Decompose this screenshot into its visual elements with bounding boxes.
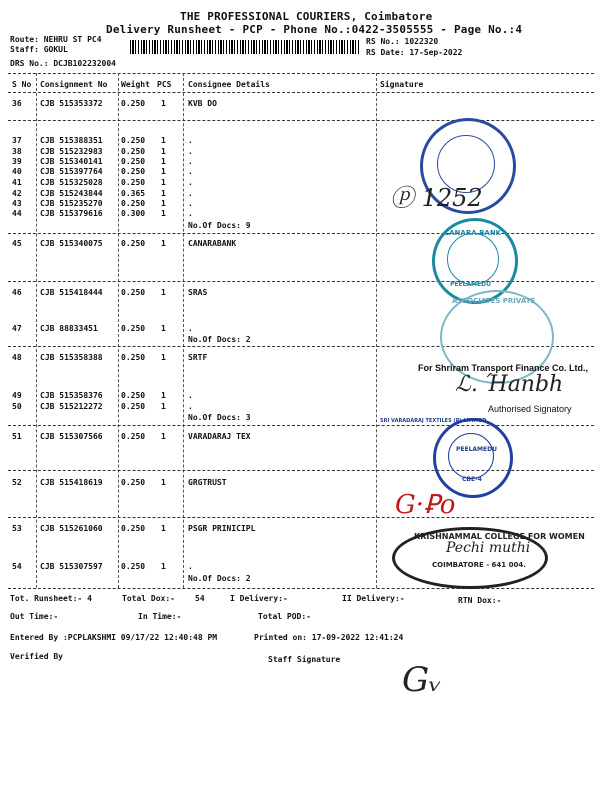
rs-date: RS Date: 17-Sep-2022 [366, 48, 463, 57]
row-details: VARADARAJ TEX [188, 432, 251, 441]
row-consignment: CJB 88833451 [40, 324, 98, 333]
row-pcs: 1 [161, 136, 166, 145]
row-consignment: CJB 515212272 [40, 402, 103, 411]
row-details: . [188, 178, 193, 187]
row-sno: 48 [12, 353, 22, 362]
table-header-rule [8, 92, 594, 93]
row-consignment: CJB 515358388 [40, 353, 103, 362]
row-details: . [188, 167, 193, 176]
row-sno: 37 [12, 136, 22, 145]
row-weight: 0.250 [121, 239, 146, 248]
row-sno: 39 [12, 157, 22, 166]
row-details: . [188, 157, 193, 166]
total-pod: Total POD:- [258, 612, 311, 621]
row-sno: 40 [12, 167, 22, 176]
row-pcs: 1 [161, 239, 166, 248]
row-details: . [188, 136, 193, 145]
row-weight: 0.250 [121, 432, 146, 441]
ii-delivery: II Delivery:- [342, 594, 405, 603]
row-sno: 36 [12, 99, 22, 108]
college-place-text: COIMBATORE - 641 004. [432, 561, 526, 569]
staff-label: Staff: GOKUL [10, 45, 68, 54]
row-sno: 44 [12, 209, 22, 218]
row-pcs: 1 [161, 402, 166, 411]
row-pcs: 1 [161, 99, 166, 108]
row-details: SRAS [188, 288, 208, 297]
college-signature: Pechi muthi [446, 540, 531, 556]
row-sno: 50 [12, 402, 22, 411]
row-consignment: CJB 515340075 [40, 239, 103, 248]
row-pcs: 1 [161, 288, 166, 297]
row-consignment: CJB 515325028 [40, 178, 103, 187]
row-details: PSGR PRINICIPL [188, 524, 256, 533]
row-weight: 0.250 [121, 199, 146, 208]
row-details: . [188, 324, 193, 333]
row-sno: 52 [12, 478, 22, 487]
row-details: CANARABANK [188, 239, 237, 248]
rtn-dox: RTN Dox:- [458, 596, 502, 605]
row-weight: 0.250 [121, 478, 146, 487]
runsheet-subtitle: Delivery Runsheet - PCP - Phone No.:0422-3505555 - Page No.:4 [106, 23, 523, 36]
row-consignment: CJB 515388351 [40, 136, 103, 145]
row-details: . [188, 199, 193, 208]
no-of-docs: No.Of Docs: 9 [188, 221, 251, 230]
total-dox-value: 54 [195, 594, 205, 603]
canara-branch-text: PEELAMEDU [450, 281, 491, 288]
row-pcs: 1 [161, 391, 166, 400]
row-pcs: 1 [161, 189, 166, 198]
column-divider [376, 73, 377, 588]
row-pcs: 1 [161, 209, 166, 218]
row-details: SRTF [188, 353, 208, 362]
authorised-signatory: Authorised Signatory [488, 404, 572, 414]
group-separator [8, 517, 594, 518]
no-of-docs: No.Of Docs: 2 [188, 574, 251, 583]
varadaraj-stamp-text: SRI VARADARAJ TEXTILES (P) LIMITED [380, 418, 487, 424]
row-weight: 0.250 [121, 288, 146, 297]
row-pcs: 1 [161, 324, 166, 333]
row-pcs: 1 [161, 524, 166, 533]
row-pcs: 1 [161, 353, 166, 362]
total-runsheet: Tot. Runsheet:- 4 [10, 594, 92, 603]
row-consignment: CJB 515418444 [40, 288, 103, 297]
barcode [130, 40, 360, 54]
row-consignment: CJB 515353372 [40, 99, 103, 108]
rs-number: RS No.: 1022320 [366, 37, 439, 46]
row-consignment: CJB 515397764 [40, 167, 103, 176]
shriram-signature: ℒ. Ήanbh [455, 372, 564, 397]
row-sno: 53 [12, 524, 22, 533]
row-pcs: 1 [161, 432, 166, 441]
red-signature: G·Ꝑo [395, 490, 456, 520]
row-sno: 51 [12, 432, 22, 441]
college-stamp-text: KRISHNAMMAL COLLEGE FOR WOMEN [414, 532, 585, 541]
row-pcs: 1 [161, 199, 166, 208]
varadaraj-place-text: PEELAMEDU [456, 446, 497, 453]
printed-on: Printed on: 17-09-2022 12:41:24 [254, 633, 404, 642]
row-weight: 0.250 [121, 524, 146, 533]
col-header-signature: Signature [380, 80, 424, 89]
row-details: . [188, 562, 193, 571]
column-divider [183, 73, 184, 588]
row-consignment: CJB 515340141 [40, 157, 103, 166]
staff-signature-label: Staff Signature [268, 655, 341, 664]
row-consignment: CJB 515358376 [40, 391, 103, 400]
row-weight: 0.250 [121, 324, 146, 333]
row-weight: 0.250 [121, 178, 146, 187]
row-weight: 0.250 [121, 167, 146, 176]
row-weight: 0.250 [121, 353, 146, 362]
table-top-rule [8, 73, 594, 74]
row-pcs: 1 [161, 178, 166, 187]
in-time: In Time:- [138, 612, 182, 621]
row-consignment: CJB 515235270 [40, 199, 103, 208]
row-sno: 42 [12, 189, 22, 198]
no-of-docs: No.Of Docs: 3 [188, 413, 251, 422]
row-sno: 43 [12, 199, 22, 208]
row-sno: 47 [12, 324, 22, 333]
row-consignment: CJB 515261060 [40, 524, 103, 533]
shriram-stamp-text: For Shriram Transport Finance Co. Ltd., [418, 363, 589, 373]
row-consignment: CJB 515243844 [40, 189, 103, 198]
row-pcs: 1 [161, 147, 166, 156]
row-weight: 0.250 [121, 157, 146, 166]
row-consignment: CJB 515307597 [40, 562, 103, 571]
varadaraj-stamp [433, 418, 513, 498]
row-pcs: 1 [161, 157, 166, 166]
row-weight: 0.250 [121, 391, 146, 400]
no-of-docs: No.Of Docs: 2 [188, 335, 251, 344]
staff-signature-mark: Gᵥ [402, 660, 442, 700]
row-details: GRGTRUST [188, 478, 227, 487]
col-header-weight: Weight [121, 80, 150, 89]
row-details: . [188, 189, 193, 198]
table-bottom-rule [8, 588, 594, 589]
column-divider [36, 73, 37, 588]
row-consignment: CJB 515232983 [40, 147, 103, 156]
row-weight: 0.250 [121, 147, 146, 156]
row-pcs: 1 [161, 562, 166, 571]
group-separator [8, 425, 594, 426]
row-details: . [188, 147, 193, 156]
varadaraj-pin-text: CBE-4 [462, 476, 482, 483]
i-delivery: I Delivery:- [230, 594, 288, 603]
row-details: KVB DO [188, 99, 217, 108]
col-header-consignee: Consignee Details [188, 80, 270, 89]
row-weight: 0.250 [121, 562, 146, 571]
col-header-pcs: PCS [157, 80, 172, 89]
row-sno: 49 [12, 391, 22, 400]
row-weight: 0.250 [121, 99, 146, 108]
column-divider [118, 73, 119, 588]
route-label: Route: NEHRU ST PC4 [10, 35, 102, 44]
row-weight: 0.365 [121, 189, 146, 198]
associates-stamp-text: ASSOCIATES PRIVATE [452, 297, 536, 305]
row-details: . [188, 402, 193, 411]
row-sno: 54 [12, 562, 22, 571]
total-dox-label: Total Dox:- [122, 594, 175, 603]
out-time: Out Time:- [10, 612, 59, 621]
col-header-sno: S No [12, 80, 32, 89]
initials-signature: ⓟ 1252 [390, 184, 483, 212]
canara-stamp-text: CANARA BANK [444, 229, 502, 237]
row-weight: 0.250 [121, 136, 146, 145]
col-header-consignment: Consignment No [40, 80, 108, 89]
group-separator [8, 120, 594, 121]
row-consignment: CJB 515379616 [40, 209, 103, 218]
row-sno: 38 [12, 147, 22, 156]
row-consignment: CJB 515307566 [40, 432, 103, 441]
row-sno: 45 [12, 239, 22, 248]
row-pcs: 1 [161, 167, 166, 176]
row-sno: 41 [12, 178, 22, 187]
row-weight: 0.300 [121, 209, 146, 218]
drs-number: DRS No.: DCJB102232004 [10, 59, 116, 68]
row-consignment: CJB 515418619 [40, 478, 103, 487]
verified-by: Verified By [10, 652, 63, 661]
company-title: THE PROFESSIONAL COURIERS, Coimbatore [180, 10, 433, 23]
row-pcs: 1 [161, 478, 166, 487]
row-sno: 46 [12, 288, 22, 297]
row-weight: 0.250 [121, 402, 146, 411]
entered-by: Entered By :PCPLAKSHMI 09/17/22 12:40:48 PM [10, 633, 218, 642]
row-details: . [188, 209, 193, 218]
row-details: . [188, 391, 193, 400]
